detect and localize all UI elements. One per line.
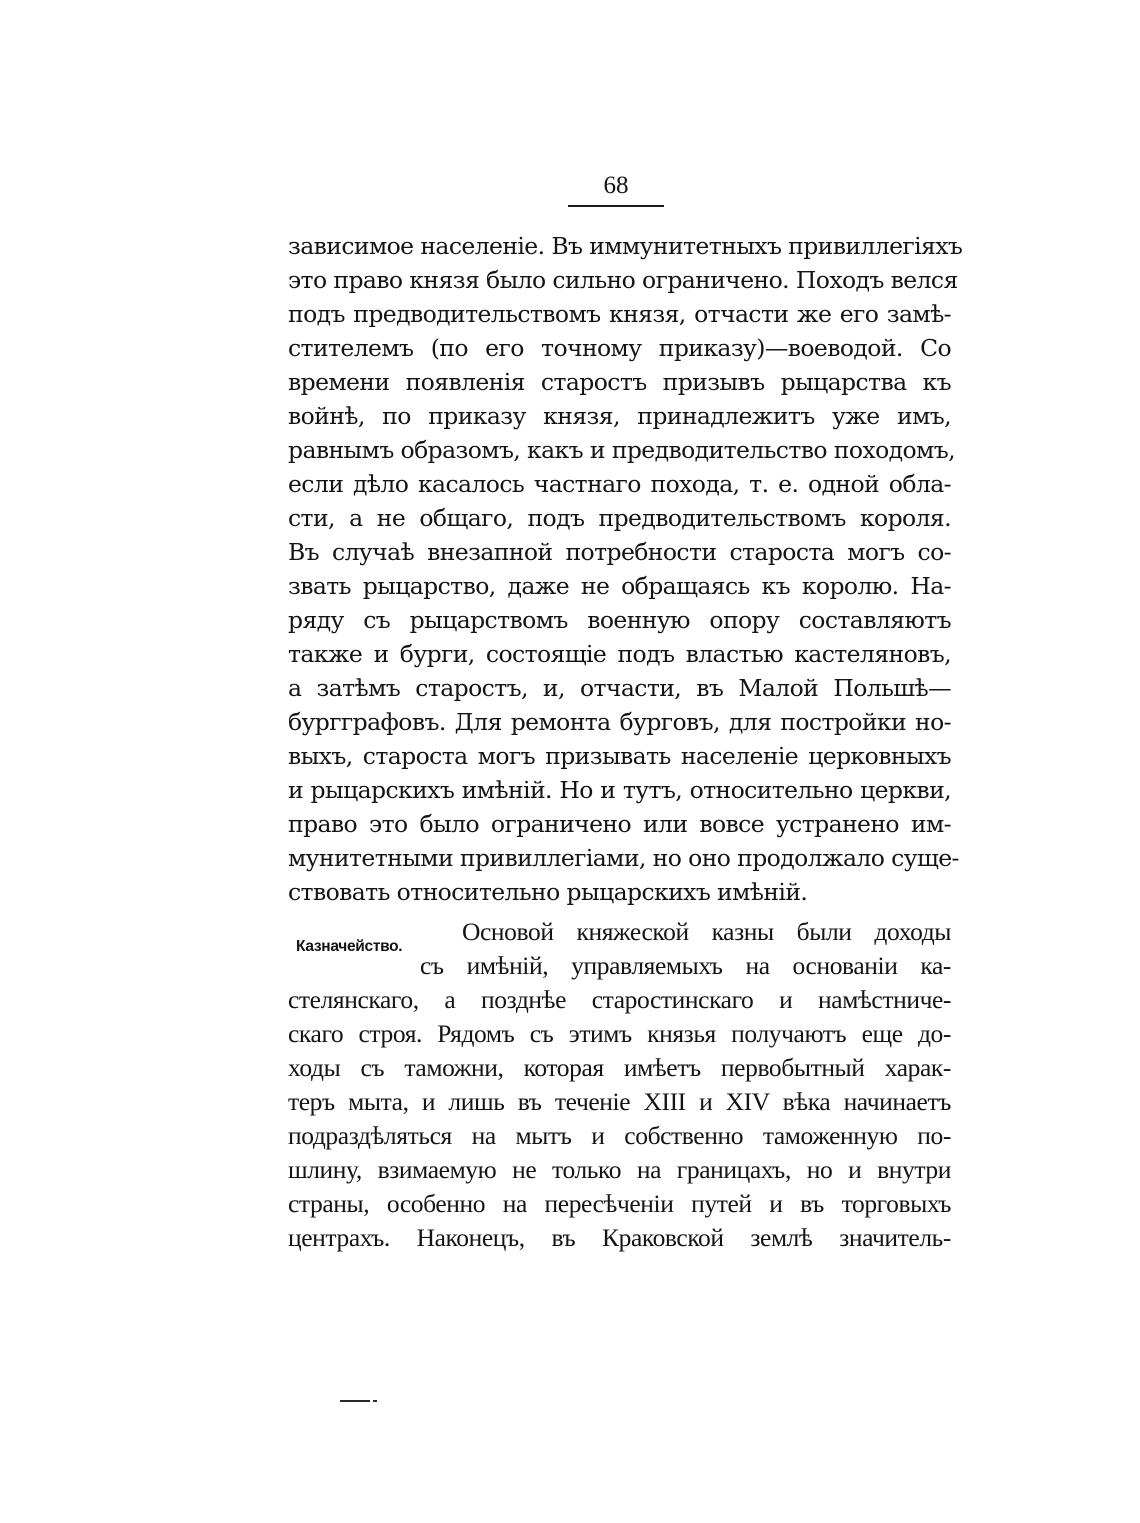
- print-mark: [340, 1400, 370, 1402]
- text-line: Въ случаѣ внезапной потребности староста могъ со-: [288, 538, 951, 566]
- text-line: ствовать относительно рыцарскихъ имѣній.: [288, 878, 808, 906]
- text-line: бургграфовъ. Для ремонта бурговъ, для постройки но-: [288, 708, 951, 736]
- text-line: выхъ, староста могъ призывать населеніе церковныхъ: [288, 742, 951, 770]
- text-line: шлину, взимаемую не только на границахъ, но и внутри: [288, 1155, 951, 1184]
- text-line: право это было ограничено или вовсе устранено им-: [288, 810, 951, 838]
- text-line: мунитетными привиллегіами, но оно продолжало суще-: [288, 844, 959, 872]
- text-line: подъ предводительствомъ князя, отчасти же его замѣ-: [288, 300, 951, 328]
- text-line: страны, особенно на пересѣченіи путей и въ торговыхъ: [288, 1189, 951, 1218]
- text-line: войнѣ, по приказу князя, принадлежитъ уже имъ,: [288, 402, 951, 430]
- text-line: если дѣло касалось частнаго похода, т. е. одной обла-: [288, 470, 951, 498]
- text-line: Основой княжеской казны были доходы: [462, 917, 951, 946]
- text-line: а затѣмъ старостъ, и, отчасти, въ Малой Польшѣ—: [288, 674, 951, 702]
- text-line: стителемъ (по его точному приказу)—воеводой. Со: [288, 334, 951, 362]
- text-line: и рыцарскихъ имѣній. Но и тутъ, относительно церкви,: [288, 776, 951, 804]
- text-line: подраздѣляться на мытъ и собственно таможенную по-: [288, 1121, 951, 1150]
- print-mark-dot: [373, 1400, 377, 1402]
- text-line: это право князя было сильно ограничено. Походъ велся: [288, 266, 958, 294]
- page-number: 68: [603, 172, 629, 199]
- margin-note: Казначейство.: [296, 938, 403, 955]
- text-line: скаго строя. Рядомъ съ этимъ князья получаютъ еще до-: [288, 1019, 951, 1048]
- text-line: теръ мыта, и лишь въ теченіе XIII и XIV вѣка начинаетъ: [288, 1087, 951, 1116]
- page-number-rule: [568, 205, 664, 207]
- text-line: сти, а не общаго, подъ предводительствомъ короля.: [288, 504, 951, 532]
- text-line: звать рыцарство, даже не обращаясь къ королю. На-: [288, 572, 951, 600]
- text-line: центрахъ. Наконецъ, въ Краковской землѣ значитель-: [288, 1223, 951, 1252]
- text-line: равнымъ образомъ, какъ и предводительство походомъ,: [288, 436, 955, 464]
- text-line: ряду съ рыцарствомъ военную опору составляютъ: [288, 606, 951, 634]
- text-line: стелянскаго, а позднѣе старостинскаго и намѣстниче-: [288, 985, 951, 1014]
- text-line: зависимое населеніе. Въ иммунитетныхъ привиллегіяхъ: [288, 232, 963, 260]
- text-line: также и бурги, состоящіе подъ властью кастеляновъ,: [288, 640, 951, 668]
- text-line: съ имѣній, управляемыхъ на основаніи ка-: [420, 951, 951, 980]
- text-line: времени появленія старостъ призывъ рыцарства къ: [288, 368, 951, 396]
- text-line: ходы съ таможни, которая имѣетъ первобытный харак-: [288, 1053, 951, 1082]
